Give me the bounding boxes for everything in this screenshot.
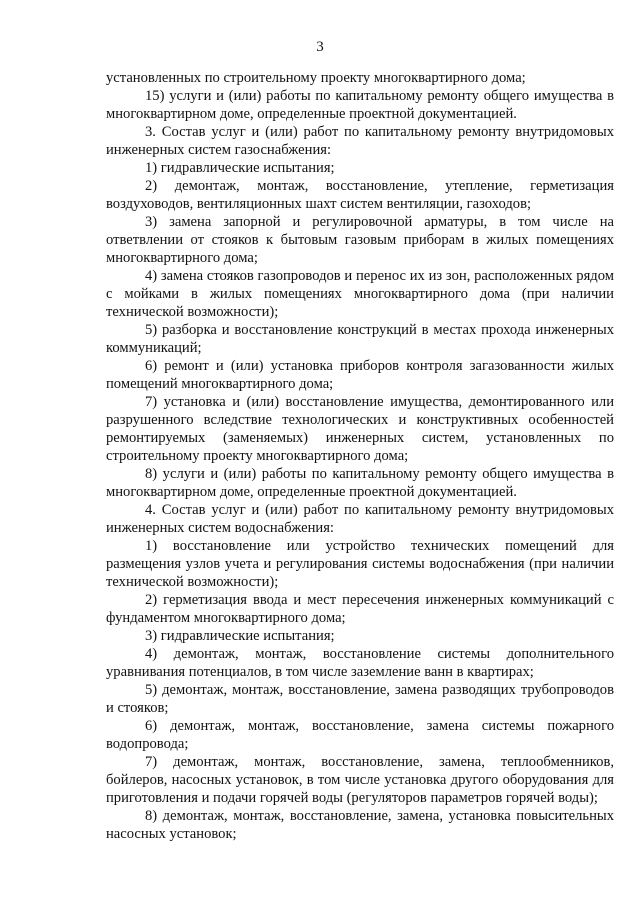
list-item-paragraph: 7) установка и (или) восстановление имущества, демонтированного или разрушенного вследствие технологических и конструктивных особенностей ремонтируемых (заменяемых) инженерных систем, установленных по строительному проекту многоквартирного дома; <box>106 394 614 464</box>
section-heading-paragraph: 4. Состав услуг и (или) работ по капитальному ремонту внутридомовых инженерных систем водоснабжения: <box>106 502 614 536</box>
list-item-paragraph: 6) демонтаж, монтаж, восстановление, замена системы пожарного водопровода; <box>106 718 614 752</box>
list-item-paragraph: 8) услуги и (или) работы по капитальному ремонту общего имущества в многоквартирном доме, определенные проектной документацией. <box>106 466 614 500</box>
document-body <box>106 69 614 843</box>
list-item-paragraph: 4) замена стояков газопроводов и перенос их из зон, расположенных рядом с мойками в жилых помещениях многоквартирного дома (при наличии технической возможности); <box>106 268 614 320</box>
list-item-paragraph: 3) замена запорной и регулировочной арматуры, в том числе на ответвлении от стояков к бытовым газовым приборам в жилых помещениях многоквартирного дома; <box>106 214 614 266</box>
list-item-paragraph: 1) восстановление или устройство технических помещений для размещения узлов учета и регулирования системы водоснабжения (при наличии технической возможности); <box>106 538 614 590</box>
list-item-paragraph: 7) демонтаж, монтаж, восстановление, замена, теплообменников, бойлеров, насосных установок, в том числе установка другого оборудования для приготовления и подачи горячей воды (регуляторов параметров горячей воды); <box>106 754 614 806</box>
section-heading-paragraph: 3. Состав услуг и (или) работ по капитальному ремонту внутридомовых инженерных систем газоснабжения: <box>106 124 614 158</box>
list-item-paragraph: 6) ремонт и (или) установка приборов контроля загазованности жилых помещений многоквартирного дома; <box>106 358 614 392</box>
list-item-paragraph: 5) демонтаж, монтаж, восстановление, замена разводящих трубопроводов и стояков; <box>106 682 614 716</box>
list-item-paragraph: 8) демонтаж, монтаж, восстановление, замена, установка повысительных насосных установок; <box>106 808 614 842</box>
list-item-paragraph: 1) гидравлические испытания; <box>145 160 335 176</box>
paragraph: установленных по строительному проекту многоквартирного дома; <box>106 70 526 86</box>
list-item-paragraph: 4) демонтаж, монтаж, восстановление системы дополнительного уравнивания потенциалов, в том числе заземление ванн в квартирах; <box>106 646 614 680</box>
paragraph: 15) услуги и (или) работы по капитальному ремонту общего имущества в многоквартирном доме, определенные проектной документацией. <box>106 88 614 122</box>
list-item-paragraph: 5) разборка и восстановление конструкций в местах прохода инженерных коммуникаций; <box>106 322 614 356</box>
page-number: 3 <box>316 39 324 55</box>
list-item-paragraph: 2) демонтаж, монтаж, восстановление, утепление, герметизация воздуховодов, вентиляционных шахт систем вентиляции, газоходов; <box>106 178 614 212</box>
list-item-paragraph: 3) гидравлические испытания; <box>145 628 335 644</box>
list-item-paragraph: 2) герметизация ввода и мест пересечения инженерных коммуникаций с фундаментом многоквартирного дома; <box>106 592 614 626</box>
